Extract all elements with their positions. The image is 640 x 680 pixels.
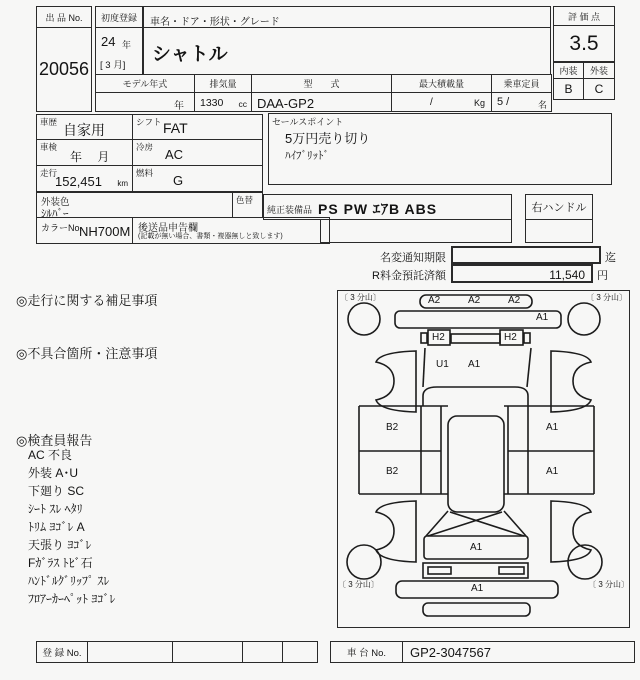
damage-label-right-door-rear: A1	[546, 466, 559, 477]
score-label: 評 価 点	[567, 11, 600, 22]
damage-label-hood-a1: A1	[468, 359, 481, 370]
inspector-item: ｼｰﾄ ｽﾚ ﾍﾀﾘ	[28, 502, 83, 516]
inspector-item: AC 不良	[28, 448, 73, 462]
wheel-rear-right	[568, 545, 602, 579]
recycle-fee-suffix: 円	[597, 270, 608, 282]
tail-panel-shape	[423, 563, 528, 578]
headlight-tab-right	[524, 333, 530, 343]
recycle-fee-label: R料金預託済額	[372, 270, 446, 282]
damage-label-right-door-front: A1	[546, 422, 559, 433]
recycle-fee-value: 11,540	[549, 268, 585, 282]
displacement-unit: cc	[238, 99, 247, 109]
inspector-item: 下廻り SC	[28, 484, 85, 498]
displacement-value: 1330	[200, 97, 224, 109]
car-name-label: 車名・ドア・形状・グレード	[150, 17, 280, 28]
tire-tread-tag: 〔 3 分山〕	[340, 293, 381, 302]
headlight-tab-left	[421, 333, 427, 343]
registration-no-label: 登 録 No.	[42, 648, 82, 659]
inspector-item: 天張り ﾖｺﾞﾚ	[28, 538, 92, 552]
fuel-label: 燃料	[136, 168, 154, 178]
mileage-note-title: ◎走行に関する補足事項	[16, 293, 158, 308]
name-change-label: 名変通知期限	[380, 252, 446, 264]
wheel-front-left	[348, 303, 380, 335]
registration-no-cell	[87, 641, 173, 663]
chassis-no-value: GP2-3047567	[410, 645, 491, 660]
registration-no-cell	[242, 641, 283, 663]
max-load-value: /	[430, 97, 433, 108]
cooling-value: AC	[165, 147, 184, 162]
registration-no-cell	[282, 641, 318, 663]
roof-shape	[448, 416, 504, 512]
interior-grade-value: B	[564, 82, 573, 96]
name-change-suffix: 迄	[605, 252, 616, 264]
handle-position: 右ハンドル	[531, 202, 587, 214]
color-no-label: カラーNo.	[41, 223, 83, 233]
damage-label-front-bumper-3: A2	[508, 295, 521, 306]
interior-grade-label: 内装	[559, 66, 578, 76]
damage-label-front-bumper-2: A2	[468, 295, 481, 306]
tail-light-right-shape	[499, 567, 524, 574]
damage-label-left-door-front: B2	[386, 422, 399, 433]
tire-tread-tag: 〔 3 分山〕	[338, 580, 379, 589]
first-registration-label: 初度登録	[100, 12, 137, 23]
fender-front-left-shape	[376, 351, 416, 412]
history-value: 自家用	[63, 122, 105, 138]
late-shipment-note: (記載が無い場合、書類・複器無しと致します)	[138, 233, 283, 240]
late-shipment-label: 後送品申告欄	[138, 223, 198, 234]
mileage-label: 走行	[40, 168, 58, 178]
shift-label: シフト	[136, 117, 162, 127]
sales-point-line2: ﾊｲﾌﾞﾘｯﾄﾞ	[285, 150, 329, 162]
model-code-value: DAA-GP2	[257, 96, 315, 111]
mileage-value: 152,451	[55, 174, 102, 189]
displacement-label: 排気量	[209, 79, 237, 89]
damage-label-rear-hatch: A1	[470, 542, 483, 553]
exterior-grade-label: 外装	[589, 66, 608, 76]
inspection-value: 年 月	[70, 150, 110, 164]
damage-label-headlight-left: H2	[432, 332, 445, 343]
fender-rear-left-shape	[376, 501, 416, 562]
cooling-label: 冷房	[136, 142, 154, 152]
handle-empty-cell	[525, 219, 593, 243]
registration-no-cell	[172, 641, 243, 663]
tire-tread-tag: 〔 3 分山〕	[588, 580, 629, 589]
lot-number-label: 出 品 No.	[45, 12, 83, 23]
rear-under-strip-shape	[423, 603, 530, 616]
damage-label-rear-bumper: A1	[471, 583, 484, 594]
max-load-unit: Kg	[473, 98, 485, 108]
first-registration-year-unit: 年	[122, 40, 132, 50]
hood-edge-left	[423, 348, 425, 387]
damage-label-hood-u1: U1	[436, 359, 449, 370]
defects-title: ◎不具合箇所・注意事項	[16, 346, 158, 361]
name-change-field	[451, 246, 601, 264]
damage-label-left-door-rear: B2	[386, 466, 399, 477]
inspector-report-title: ◎検査員報告	[16, 433, 93, 448]
side-left-verticals	[359, 406, 441, 494]
inspector-item: Fｶﾞﾗｽ ﾄﾋﾞ石	[28, 556, 93, 570]
body-color-value: ｼﾙﾊﾞｰ	[41, 208, 69, 220]
inspector-item: ﾄﾘﾑ ﾖｺﾞﾚ A	[28, 520, 85, 534]
model-year-label: モデル年式	[122, 79, 168, 89]
exterior-grade-value: C	[594, 82, 604, 96]
body-color-label: 外装色	[41, 197, 70, 208]
windshield-shape	[423, 387, 528, 406]
car-outline-svg	[338, 291, 629, 627]
sales-point-label: セールスポイント	[272, 117, 344, 127]
side-right-verticals	[508, 406, 594, 494]
equipment-value: PS PW ｴｱB ABS	[318, 201, 438, 217]
color-change-label: 色替	[236, 195, 254, 205]
model-code-label: 型 式	[303, 79, 340, 89]
car-damage-diagram	[337, 290, 630, 628]
capacity-unit: 名	[537, 100, 547, 110]
wheel-front-right	[568, 303, 600, 335]
car-name-value: シャトル	[152, 44, 228, 65]
chassis-no-label: 車 台 No.	[346, 648, 387, 659]
grille-shape	[451, 334, 500, 343]
damage-label-front-bumper-1: A2	[428, 295, 441, 306]
inspector-item: ﾊﾝﾄﾞﾙｸﾞﾘｯﾌﾟ ｽﾚ	[28, 574, 110, 588]
capacity-label: 乗車定員	[503, 79, 540, 89]
shift-value: FAT	[163, 120, 188, 136]
equipment-empty-cell	[320, 219, 512, 243]
lot-number-value: 20056	[38, 59, 90, 79]
tire-tread-tag: 〔 3 分山〕	[586, 293, 627, 302]
first-registration-year: 24	[101, 34, 116, 49]
fuel-value: G	[173, 173, 184, 188]
sales-point-line1: 5万円売り切り	[285, 131, 371, 146]
rear-window-diagonals	[428, 512, 524, 536]
equipment-label: 純正装備品	[267, 205, 313, 215]
damage-label-headlight-right: H2	[504, 332, 517, 343]
color-no-value: NH700M	[79, 224, 131, 239]
history-label: 車歴	[40, 117, 58, 127]
inspector-item: ﾌﾛｱｰｶｰﾍﾟｯﾄ ﾖｺﾞﾚ	[28, 592, 116, 606]
inspector-item: 外装 A･U	[28, 466, 79, 480]
max-load-label: 最大積載量	[418, 79, 464, 89]
mileage-unit: km	[117, 179, 128, 188]
inspection-label: 車検	[40, 142, 58, 152]
fender-front-right-shape	[551, 351, 591, 412]
score-value: 3.5	[569, 31, 599, 55]
model-year-value: 年	[174, 101, 184, 112]
damage-label-front-panel: A1	[536, 312, 549, 323]
hood-edge-right	[527, 348, 531, 387]
capacity-value: 5 /	[497, 96, 510, 108]
first-registration-month: [ 3 月]	[100, 60, 126, 71]
tail-light-left-shape	[428, 567, 451, 574]
